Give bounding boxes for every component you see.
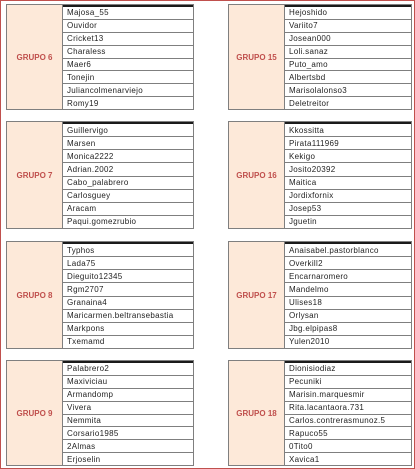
member-cell: Cricket13	[63, 33, 193, 46]
member-cell: Encarnaromero	[285, 270, 411, 283]
group-box-16	[228, 121, 412, 229]
member-cell: Puto_amo	[285, 59, 411, 72]
group-box-17	[228, 241, 412, 349]
member-cell: Rgm2707	[63, 283, 193, 296]
member-cell: Carlos.contrerasmunoz.5	[285, 415, 411, 428]
member-cell: Anaisabel.pastorblanco	[285, 242, 411, 257]
member-cell: Guillervigo	[63, 122, 193, 137]
member-cell: Monica2222	[63, 150, 193, 163]
group-label: GRUPO 17	[229, 242, 285, 348]
member-cell: Romy19	[67, 98, 99, 108]
member-cell: Ouvidor	[63, 20, 193, 33]
group-box-18	[228, 360, 412, 466]
member-cell: Palabrero2	[63, 361, 193, 376]
member-cell: 0Tito0	[285, 440, 411, 453]
member-cell: Pirata111969	[285, 137, 411, 150]
member-cell: Dieguito12345	[63, 270, 193, 283]
member-cell: Vivera	[63, 402, 193, 415]
member-cell: Hejoshido	[285, 5, 411, 20]
member-cell: Ulises18	[285, 297, 411, 310]
group-label: GRUPO 16	[229, 122, 285, 228]
member-cell: Juliancolmenarviejo	[63, 84, 193, 97]
member-cell: Majosa_55	[63, 5, 193, 20]
member-cell: Josean000	[285, 33, 411, 46]
member-cell: Corsario1985	[63, 427, 193, 440]
member-cell: Armandomp	[63, 389, 193, 402]
member-cell: 2Almas	[63, 440, 193, 453]
member-cell: Carlosguey	[63, 190, 193, 203]
member-cell: Maitica	[285, 177, 411, 190]
member-cell: Txemamd	[67, 337, 105, 347]
group-label: GRUPO 8	[7, 242, 63, 348]
member-cell: Albertsbd	[285, 71, 411, 84]
member-cell: Josito20392	[285, 163, 411, 176]
member-cell: Xavica1	[289, 454, 320, 464]
member-cell: Rapuco55	[285, 427, 411, 440]
group-label: GRUPO 6	[7, 5, 63, 109]
member-cell: Mandelmo	[285, 283, 411, 296]
member-cell: Jbg.elpipas8	[285, 323, 411, 336]
member-cell: Maricarmen.beltransebastia	[63, 310, 193, 323]
member-cell: Kekigo	[285, 150, 411, 163]
member-cell: Jguetin	[289, 217, 317, 227]
group-label: GRUPO 9	[7, 361, 63, 465]
group-box-7	[6, 121, 194, 229]
member-list	[63, 361, 193, 465]
member-cell: Granaina4	[63, 297, 193, 310]
member-cell: Maxiviciau	[63, 376, 193, 389]
member-list	[285, 5, 411, 109]
member-list	[285, 242, 411, 348]
member-cell: Tonejin	[63, 71, 193, 84]
member-cell: Kkossitta	[285, 122, 411, 137]
member-cell: Loli.sanaz	[285, 46, 411, 59]
group-box-15	[228, 4, 412, 110]
member-cell: Markpons	[63, 323, 193, 336]
group-label: GRUPO 18	[229, 361, 285, 465]
member-cell: Variito7	[285, 20, 411, 33]
member-cell: Rita.lacantaora.731	[285, 402, 411, 415]
member-cell: Orlysan	[285, 310, 411, 323]
member-cell: Overkill2	[285, 257, 411, 270]
member-cell: Cabo_palabrero	[63, 177, 193, 190]
member-cell: Charaless	[63, 46, 193, 59]
member-cell: Paqui.gomezrubio	[67, 217, 137, 227]
member-cell: Deletreitor	[289, 98, 330, 108]
member-cell: Marisolalonso3	[285, 84, 411, 97]
group-box-9	[6, 360, 194, 466]
member-list	[63, 5, 193, 109]
member-list	[285, 122, 411, 228]
member-cell: Erjoselin	[67, 454, 101, 464]
member-cell: Dionisiodiaz	[285, 361, 411, 376]
member-cell: Lada75	[63, 257, 193, 270]
member-cell: Marisin.marquesmir	[285, 389, 411, 402]
group-box-6	[6, 4, 194, 110]
member-list	[63, 122, 193, 228]
member-list	[63, 242, 193, 348]
member-cell: Nemmita	[63, 415, 193, 428]
member-cell: Aracam	[63, 203, 193, 216]
group-label: GRUPO 7	[7, 122, 63, 228]
member-cell: Pecuniki	[285, 376, 411, 389]
member-cell: Typhos	[63, 242, 193, 257]
member-list	[285, 361, 411, 465]
member-cell: Adrian.2002	[63, 163, 193, 176]
member-cell: Josep53	[285, 203, 411, 216]
group-label: GRUPO 15	[229, 5, 285, 109]
member-cell: Maer6	[63, 59, 193, 72]
member-cell: Yulen2010	[289, 337, 330, 347]
member-cell: Jordixfornix	[285, 190, 411, 203]
member-cell: Marsen	[63, 137, 193, 150]
group-box-8	[6, 241, 194, 349]
